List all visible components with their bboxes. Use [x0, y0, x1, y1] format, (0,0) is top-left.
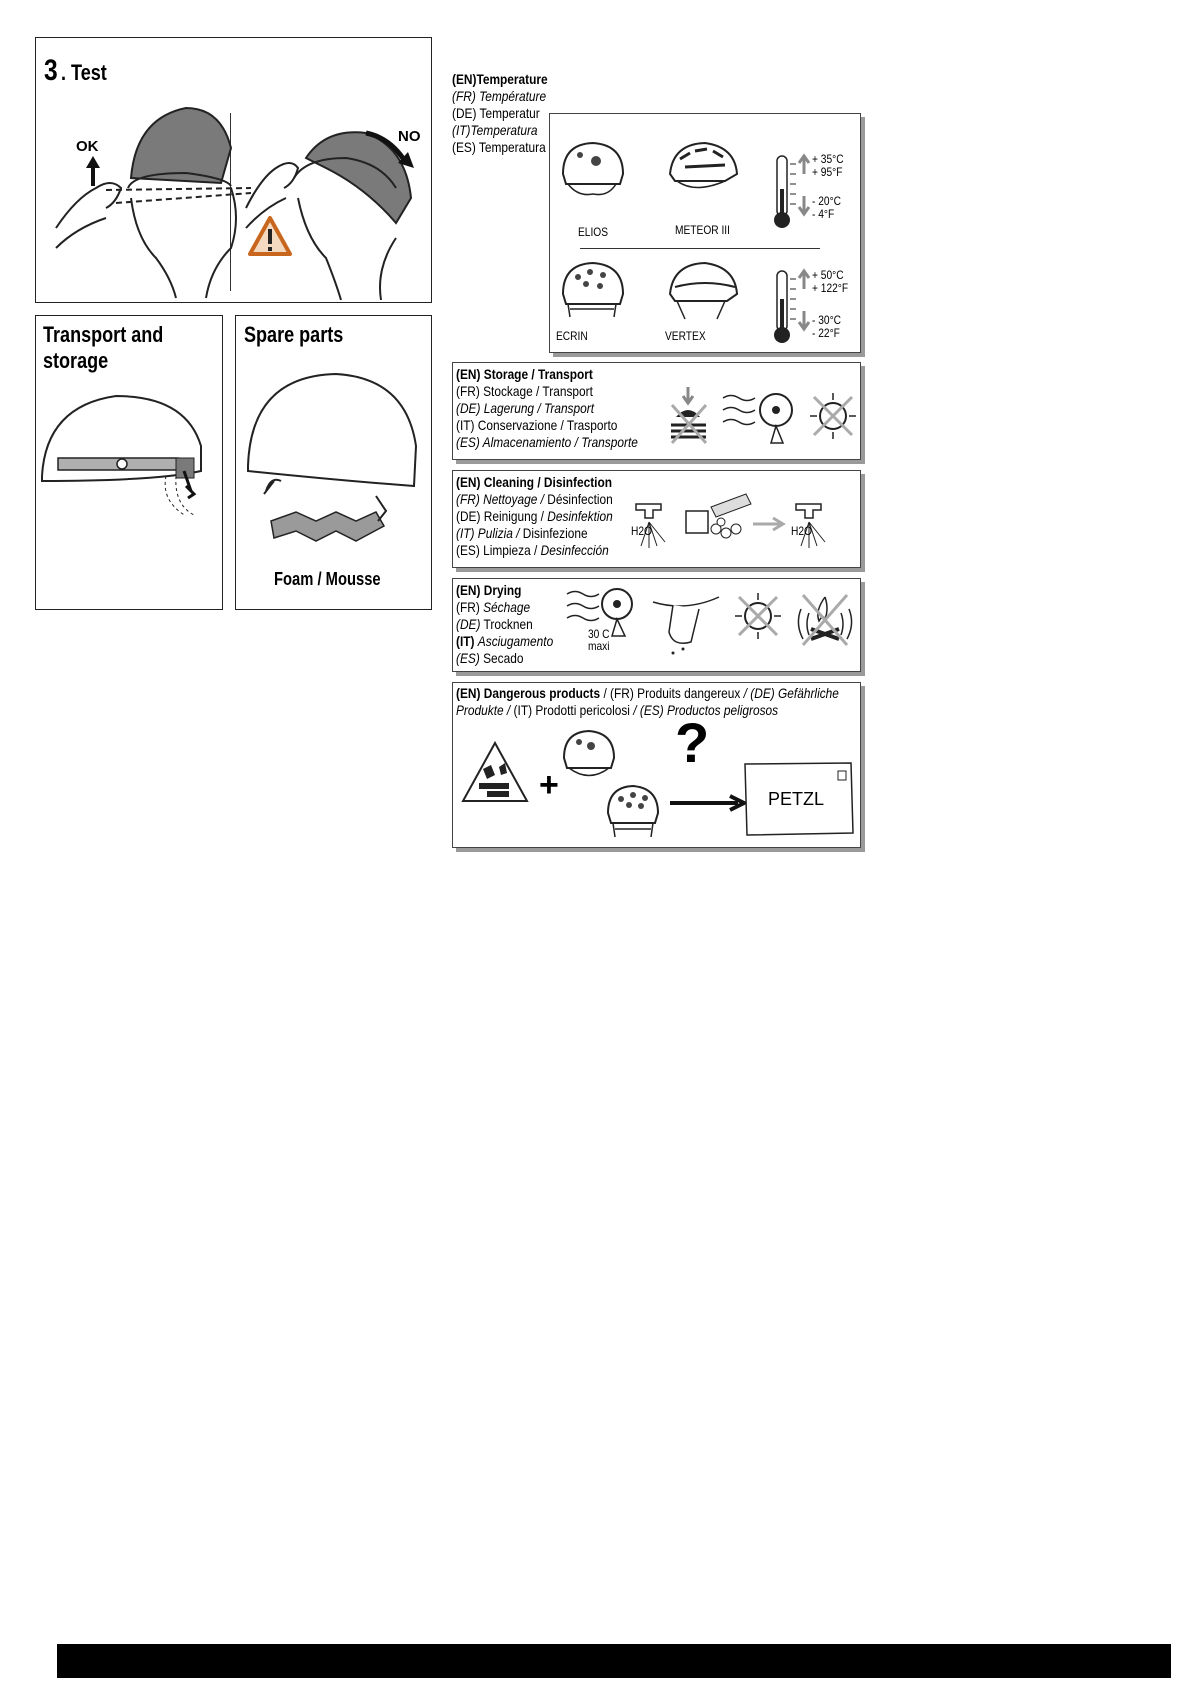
helmet-foam-illustration — [236, 316, 431, 609]
helmet-elios-icon — [558, 139, 628, 199]
cleaning-fr-a: (FR) Nettoyage / — [456, 491, 544, 507]
storage-de: (DE) Lagerung / Transport — [456, 400, 595, 416]
no-fire-icon — [793, 589, 858, 649]
helmet-vertex-icon — [665, 259, 740, 324]
storage-panel — [452, 362, 861, 460]
storage-en: (EN) Storage / Transport — [456, 366, 593, 382]
helmet-storage-illustration — [36, 316, 222, 609]
range2-min-f: - 22°F — [812, 326, 840, 340]
range1-min-f: - 4°F — [812, 207, 835, 221]
range2-min-c: - 30°C — [812, 313, 842, 327]
drying-fr-a: (FR) — [456, 599, 484, 615]
no-sun-icon — [733, 591, 783, 641]
temp-divider — [580, 248, 820, 249]
temperature-panel — [549, 113, 861, 353]
warning-icon — [248, 216, 292, 256]
dangerous-de-2: Produkte / — [456, 702, 511, 718]
helmet-elios-label: ELIOS — [578, 225, 609, 239]
h2o-label: H2O — [631, 524, 652, 538]
drying-it-b: Asciugamento — [477, 633, 554, 649]
helmet-ecrin-icon — [603, 783, 663, 841]
corrosive-hazard-icon — [461, 741, 529, 803]
temp-es: (ES) Temperatura — [452, 139, 546, 155]
cleaning-de-b: Desinfektion — [543, 508, 613, 524]
no-label: NO — [398, 128, 421, 145]
helmet-vertex-label: VERTEX — [665, 329, 706, 343]
transport-title-line1: Transport and — [43, 322, 164, 347]
helmet-ecrin-icon — [558, 259, 628, 319]
helmet-meteor-icon — [665, 139, 740, 199]
drying-fr-b: Séchage — [483, 599, 531, 615]
cleaning-de-a: (DE) Reinigung / — [456, 508, 544, 524]
cleaning-es-b: Desinfección — [537, 542, 609, 558]
storage-it: (IT) Conservazione / Trasporto — [456, 417, 618, 433]
helmet-no-illustration — [36, 38, 431, 302]
drying-es-b: Secado — [479, 650, 524, 666]
footer-bar — [57, 1644, 1171, 1678]
storage-es: (ES) Almacenamiento / Transporte — [456, 434, 638, 450]
foam-label: Foam / Mousse — [274, 569, 381, 589]
range1-max-f: + 95°F — [812, 165, 843, 179]
drying-temp: 30 C — [588, 627, 610, 641]
ok-label: OK — [76, 138, 99, 155]
drying-es-a: (ES) — [456, 650, 480, 666]
test-number: 3 — [44, 54, 58, 87]
petzl-label: PETZL — [768, 789, 825, 809]
spare-parts-section — [235, 315, 432, 610]
plus-sign: + — [539, 766, 559, 804]
transport-section — [35, 315, 223, 610]
hanging-helmet-icon — [651, 587, 721, 657]
helmet-ecrin-label: ECRIN — [556, 329, 588, 343]
temp-it: (IT)Temperatura — [452, 122, 538, 138]
dangerous-panel — [452, 682, 861, 848]
h2o-label-2: H2O — [791, 524, 812, 538]
cleaning-en: (EN) Cleaning / Disinfection — [456, 474, 613, 490]
arrow-right-icon — [668, 793, 748, 813]
cleaning-it-a: (IT) Pulizia / — [456, 525, 520, 541]
dangerous-es: / (ES) Productos peligrosos — [633, 702, 779, 718]
temp-en: (EN)Temperature — [452, 71, 548, 87]
range2-max-f: + 122°F — [812, 281, 849, 295]
dangerous-fr: / (FR) Produits dangereux — [600, 685, 744, 701]
fan-icon — [721, 388, 801, 448]
dangerous-it: (IT) Prodotti pericolosi — [510, 702, 634, 718]
cleaning-es-a: (ES) Limpieza / — [456, 542, 538, 558]
drying-de-a: (DE) — [456, 616, 481, 632]
dangerous-en: (EN) Dangerous products — [456, 685, 601, 701]
cleaning-it-b: Disinfezione — [519, 525, 588, 541]
temp-de: (DE) Temperatur — [452, 105, 540, 121]
range1-min-c: - 20°C — [812, 194, 842, 208]
dangerous-de: / (DE) Gefährliche — [743, 685, 839, 701]
test-title: . Test — [60, 60, 107, 85]
drying-en: (EN) Drying — [456, 582, 522, 598]
drying-maxi: maxi — [588, 639, 610, 653]
helmet-elios-icon — [559, 728, 619, 783]
transport-title-line2: storage — [43, 348, 109, 373]
drying-de-b: Trocknen — [480, 616, 533, 632]
temp-fr: (FR) Température — [452, 88, 547, 104]
cleaning-products-icon — [681, 489, 791, 549]
spare-parts-title: Spare parts — [244, 322, 344, 347]
drying-panel — [452, 578, 861, 672]
test-section — [35, 37, 432, 303]
cleaning-fr-b: Désinfection — [543, 491, 613, 507]
helmet-meteor-label: METEOR III — [675, 223, 730, 237]
temperature-labels — [452, 71, 565, 156]
storage-fr: (FR) Stockage / Transport — [456, 383, 593, 399]
drying-it-a: (IT) — [456, 633, 478, 649]
no-crushing-icon — [666, 385, 711, 445]
range2-max-c: + 50°C — [812, 268, 844, 282]
range1-max-c: + 35°C — [812, 152, 844, 166]
question-mark: ? — [675, 711, 710, 774]
cleaning-panel — [452, 470, 861, 568]
no-sun-icon — [808, 391, 858, 441]
